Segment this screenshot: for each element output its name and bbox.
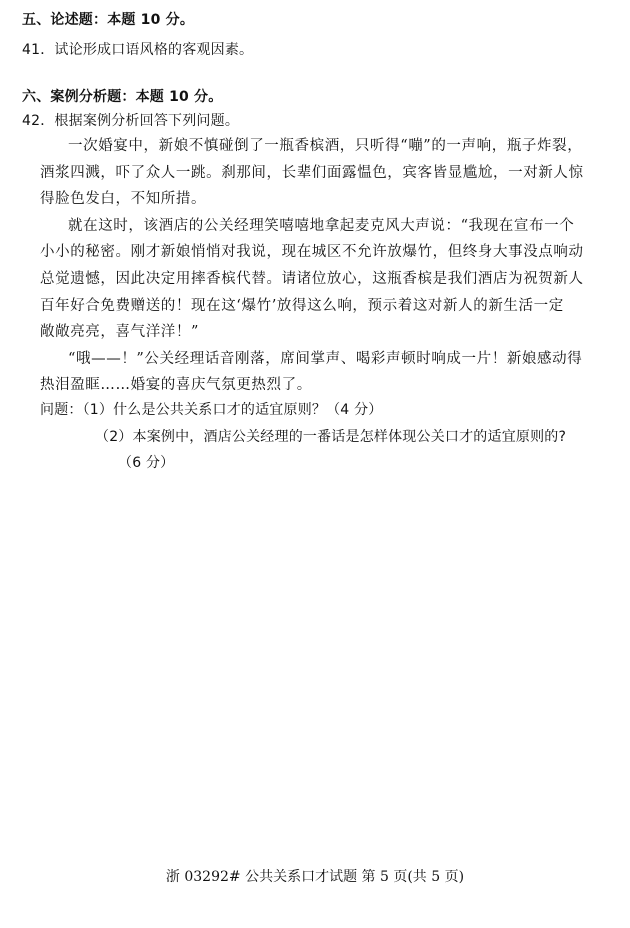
question-41: 41．试论形成口语风格的客观因素。: [22, 42, 254, 58]
section-6-heading: 六、案例分析题：本题 10 分。: [22, 89, 223, 105]
case-paragraph-line: 敞敞亮亮，喜气洋洋！”: [40, 324, 200, 340]
question-42: 42．根据案例分析回答下列问题。: [22, 113, 240, 129]
case-paragraph-line: 小小的秘密。刚才新娘悄悄对我说，现在城区不允许放爆竹，但终身大事没点响动: [40, 244, 584, 260]
case-paragraph-line: 得脸色发白，不知所措。: [40, 191, 207, 207]
case-paragraph-line: 总觉遗憾，因此决定用摔香槟代替。请诸位放心，这瓶香槟是我们酒店为祝贺新人: [40, 271, 584, 287]
case-paragraph-line: “哦——！”公关经理话音刚落，席间掌声、喝彩声顿时响成一片！新娘感动得: [68, 351, 583, 367]
section-5-heading: 五、论述题：本题 10 分。: [22, 12, 195, 28]
question-2: （2）本案例中，酒店公关经理的一番话是怎样体现公关口才的适宜原则的?: [95, 429, 567, 445]
case-paragraph-line: 一次婚宴中，新娘不慎碰倒了一瓶香槟酒，只听得“嘣”的一声响，瓶子炸裂，: [68, 138, 583, 154]
page-footer: 浙 03292# 公共关系口才试题 第 5 页(共 5 页): [165, 869, 465, 885]
case-paragraph-line: 酒浆四溅，吓了众人一跳。刹那间，长辈们面露愠色，宾客皆显尴尬，一对新人惊: [40, 165, 584, 181]
case-paragraph-line: 百年好合免费赠送的！现在这‘爆竹’放得这么响，预示着这对新人的新生活一定: [40, 298, 564, 314]
case-paragraph-line: 就在这时，该酒店的公关经理笑嘻嘻地拿起麦克风大声说：“我现在宣布一个: [68, 218, 575, 234]
question-1: 问题：（1）什么是公共关系口才的适宜原则？（4 分）: [40, 402, 383, 418]
case-paragraph-line: 热泪盈眶……婚宴的喜庆气氛更热烈了。: [40, 377, 312, 393]
question-2-score: （6 分）: [118, 455, 175, 471]
